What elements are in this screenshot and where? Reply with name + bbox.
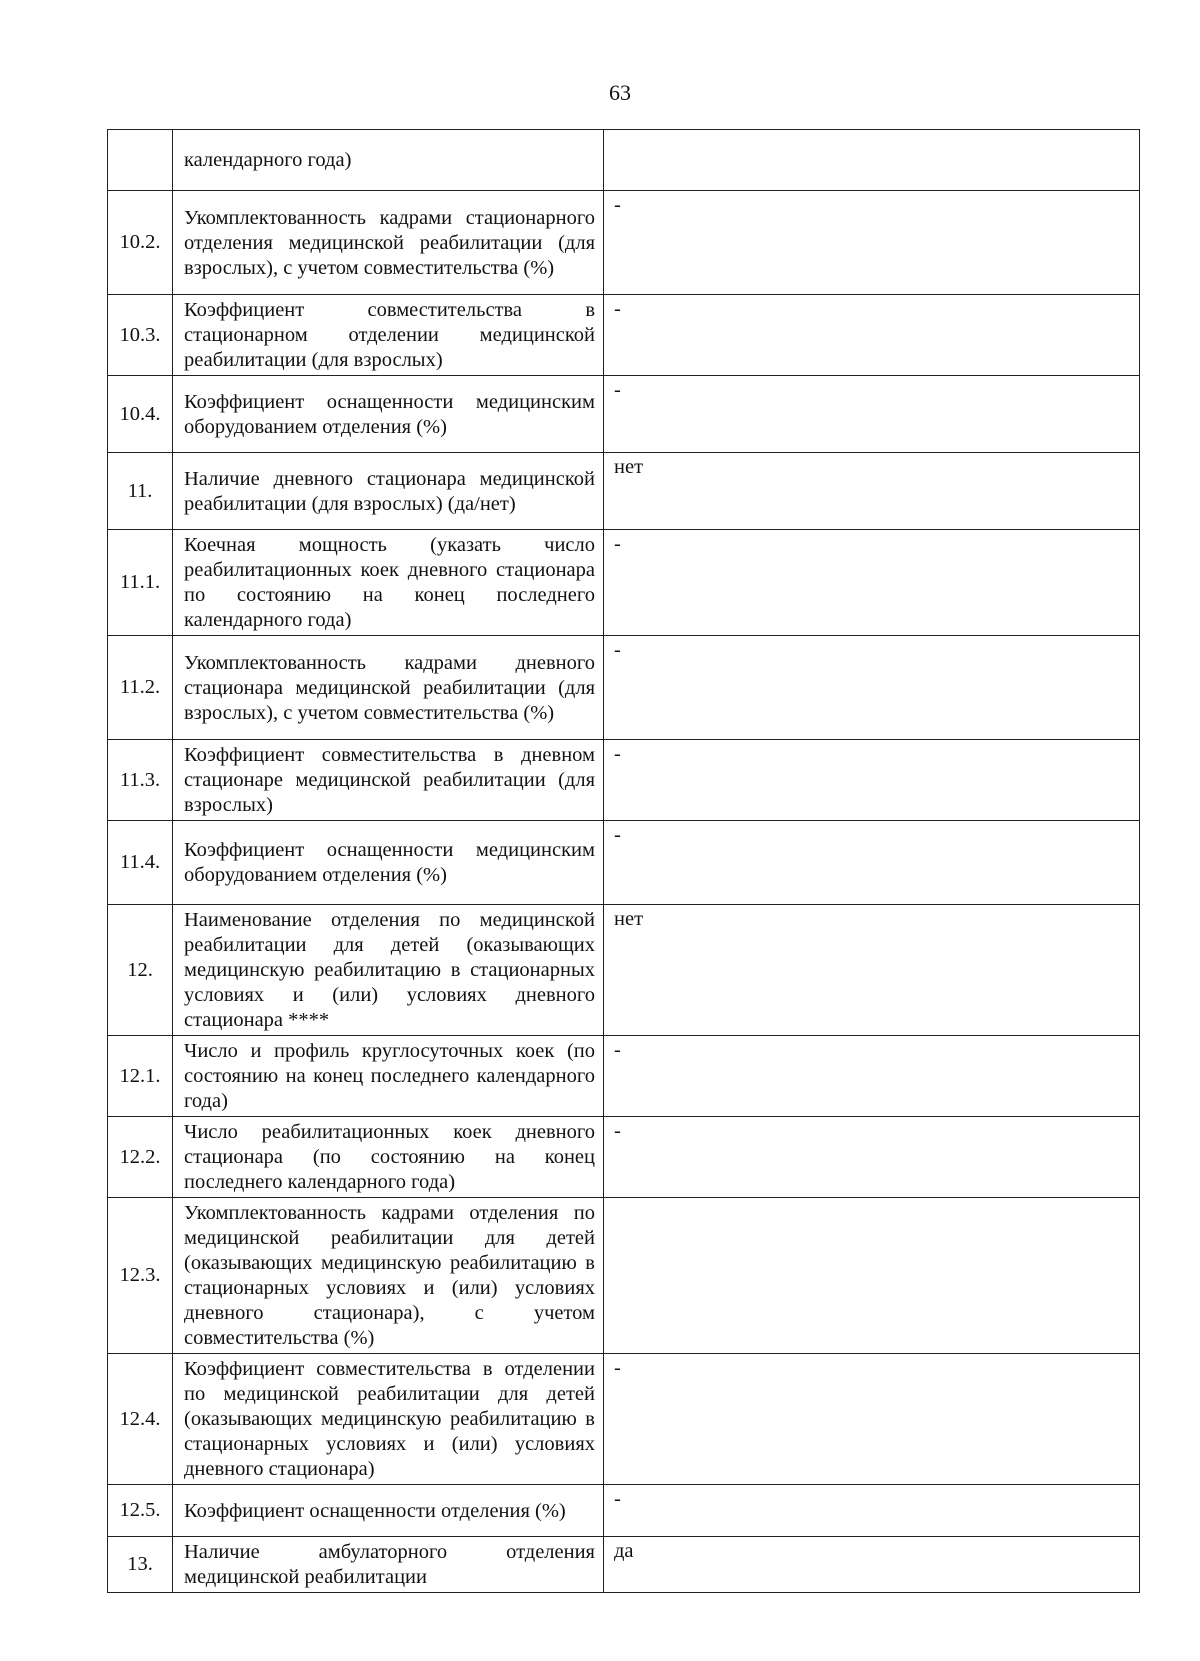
table-row	[108, 295, 1140, 376]
indicator-description: Коэффициент оснащенности медицинским оборудованием отделения (%)	[173, 376, 604, 453]
table-row	[108, 636, 1140, 740]
indicator-value	[604, 1198, 1140, 1354]
indicator-value	[604, 130, 1140, 191]
table-row	[108, 740, 1140, 821]
indicator-value: -	[604, 740, 1140, 821]
page-number: 63	[609, 80, 631, 105]
table-row	[108, 453, 1140, 530]
indicator-description: Коэффициент совместительства в стационарном отделении медицинской реабилитации (для взрослых)	[173, 295, 604, 376]
indicator-value: -	[604, 295, 1140, 376]
row-number: 11.4.	[108, 821, 173, 905]
table-row	[108, 1198, 1140, 1354]
indicator-value: -	[604, 1036, 1140, 1117]
row-number: 10.4.	[108, 376, 173, 453]
indicator-description: Укомплектованность кадрами стационарного отделения медицинской реабилитации (для взрослых), с учетом совместительства (%)	[173, 191, 604, 295]
indicator-value: нет	[604, 905, 1140, 1036]
table-row	[108, 1485, 1140, 1537]
indicator-description: Коэффициент совместительства в отделении по медицинской реабилитации для детей (оказывающих медицинскую реабилитацию в стационарных условиях и (или) условиях дневного стационара)	[173, 1354, 604, 1485]
table-body	[108, 130, 1140, 1593]
indicator-value: -	[604, 1354, 1140, 1485]
table-row	[108, 376, 1140, 453]
row-number: 12.3.	[108, 1198, 173, 1354]
indicator-value: -	[604, 191, 1140, 295]
table-row	[108, 1354, 1140, 1485]
row-number: 13.	[108, 1537, 173, 1593]
row-number: 10.2.	[108, 191, 173, 295]
row-number: 12.1.	[108, 1036, 173, 1117]
table-row	[108, 1537, 1140, 1593]
row-number	[108, 130, 173, 191]
indicator-description: Коэффициент оснащенности медицинским оборудованием отделения (%)	[173, 821, 604, 905]
indicator-description: Наличие дневного стационара медицинской реабилитации (для взрослых) (да/нет)	[173, 453, 604, 530]
indicator-value: -	[604, 636, 1140, 740]
indicator-value: -	[604, 1117, 1140, 1198]
indicator-value: да	[604, 1537, 1140, 1593]
indicator-description: Укомплектованность кадрами отделения по медицинской реабилитации для детей (оказывающих медицинскую реабилитацию в стационарных условиях и (или) условиях дневного стационара), с учетом совместительства (%)	[173, 1198, 604, 1354]
row-number: 11.1.	[108, 530, 173, 636]
indicator-description: Коэффициент совместительства в дневном стационаре медицинской реабилитации (для взрослых)	[173, 740, 604, 821]
indicators-table	[107, 129, 1140, 1593]
table-row	[108, 1036, 1140, 1117]
indicator-value: -	[604, 376, 1140, 453]
table-row	[108, 905, 1140, 1036]
indicator-description: Число и профиль круглосуточных коек (по состоянию на конец последнего календарного года)	[173, 1036, 604, 1117]
indicator-description: Коечная мощность (указать число реабилитационных коек дневного стационара по состоянию на конец последнего календарного года)	[173, 530, 604, 636]
indicator-description: Наличие амбулаторного отделения медицинской реабилитации	[173, 1537, 604, 1593]
row-number: 12.2.	[108, 1117, 173, 1198]
indicator-value: нет	[604, 453, 1140, 530]
row-number: 11.3.	[108, 740, 173, 821]
row-number: 12.	[108, 905, 173, 1036]
indicator-description: календарного года)	[173, 130, 604, 191]
row-number: 12.4.	[108, 1354, 173, 1485]
table-row	[108, 191, 1140, 295]
row-number: 10.3.	[108, 295, 173, 376]
table-row	[108, 1117, 1140, 1198]
indicator-value: -	[604, 821, 1140, 905]
table-row	[108, 821, 1140, 905]
indicator-description: Число реабилитационных коек дневного стационара (по состоянию на конец последнего календарного года)	[173, 1117, 604, 1198]
indicator-description: Укомплектованность кадрами дневного стационара медицинской реабилитации (для взрослых), с учетом совместительства (%)	[173, 636, 604, 740]
indicator-description: Коэффициент оснащенности отделения (%)	[173, 1485, 604, 1537]
indicator-value: -	[604, 530, 1140, 636]
row-number: 11.2.	[108, 636, 173, 740]
indicator-description: Наименование отделения по медицинской реабилитации для детей (оказывающих медицинскую реабилитацию в стационарных условиях и (или) условиях дневного стационара ****	[173, 905, 604, 1036]
indicator-value: -	[604, 1485, 1140, 1537]
table-row	[108, 530, 1140, 636]
row-number: 12.5.	[108, 1485, 173, 1537]
row-number: 11.	[108, 453, 173, 530]
table-row	[108, 130, 1140, 191]
